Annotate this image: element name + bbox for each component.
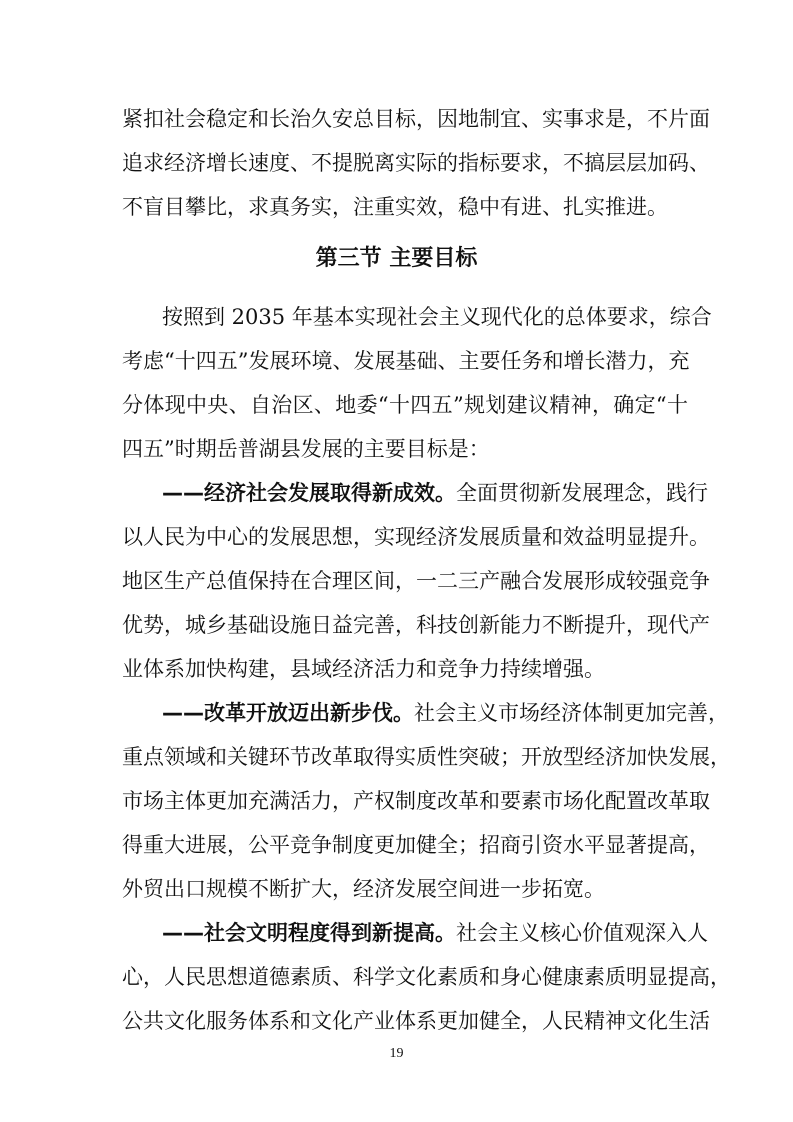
goal-economy-first-rest: 全面贯彻新发展理念，践行 bbox=[456, 481, 708, 505]
intro-line-2: 追求经济增长速度、不提脱离实际的指标要求，不搞层层加码、 bbox=[122, 151, 710, 175]
goal-economy-lead: ——经济社会发展取得新成效。 bbox=[162, 481, 456, 505]
intro-line-3: 不盲目攀比，求真务实，注重实效，稳中有进、扎实推进。 bbox=[122, 195, 668, 219]
goal-civilization-line-3: 公共文化服务体系和文化产业体系更加健全，人民精神文化生活 bbox=[122, 1009, 710, 1033]
page-number: 19 bbox=[389, 1046, 404, 1061]
goal-economy-line-3: 地区生产总值保持在合理区间，一二三产融合发展形成较强竞争 bbox=[122, 569, 710, 593]
goal-civilization-first-line bbox=[162, 916, 708, 950]
goal-reform-line-2: 重点领域和关键环节改革取得实质性突破；开放型经济加快发展， bbox=[122, 745, 731, 769]
goal-reform-first-rest: 社会主义市场经济体制更加完善， bbox=[414, 701, 729, 725]
goal-civilization-lead: ——社会文明程度得到新提高。 bbox=[162, 921, 456, 945]
goal-reform-line-5: 外贸出口规模不断扩大，经济发展空间进一步拓宽。 bbox=[122, 877, 605, 901]
section-heading: 第三节 主要目标 bbox=[315, 246, 478, 271]
goal-economy-line-4: 优势，城乡基础设施日益完善，科技创新能力不断提升，现代产 bbox=[122, 613, 710, 637]
goal-economy-line-2: 以人民为中心的发展思想，实现经济发展质量和效益明显提升。 bbox=[122, 525, 710, 549]
goal-economy-line-5: 业体系加快构建，县域经济活力和竞争力持续增强。 bbox=[122, 657, 605, 681]
preface-line-1: 按照到 2035 年基本实现社会主义现代化的总体要求，综合 bbox=[162, 305, 712, 329]
goal-reform-lead: ——改革开放迈出新步伐。 bbox=[162, 701, 414, 725]
goal-civilization-first-rest: 社会主义核心价值观深入人 bbox=[456, 921, 708, 945]
intro-line-1: 紧扣社会稳定和长治久安总目标，因地制宜、实事求是，不片面 bbox=[122, 107, 710, 131]
preface-line-2: 考虑“十四五”发展环境、发展基础、主要任务和增长潜力，充 bbox=[122, 349, 690, 373]
preface-line-4: 四五”时期岳普湖县发展的主要目标是： bbox=[122, 437, 490, 461]
preface-line-3: 分体现中央、自治区、地委“十四五”规划建议精神，确定“十 bbox=[122, 393, 688, 417]
goal-civilization-line-2: 心，人民思想道德素质、科学文化素质和身心健康素质明显提高， bbox=[122, 965, 731, 989]
goal-economy-first-line bbox=[162, 476, 708, 510]
goal-reform-line-4: 得重大进展，公平竞争制度更加健全；招商引资水平显著提高， bbox=[122, 833, 710, 857]
goal-reform-first-line bbox=[162, 696, 729, 730]
goal-reform-line-3: 市场主体更加充满活力，产权制度改革和要素市场化配置改革取 bbox=[122, 789, 710, 813]
